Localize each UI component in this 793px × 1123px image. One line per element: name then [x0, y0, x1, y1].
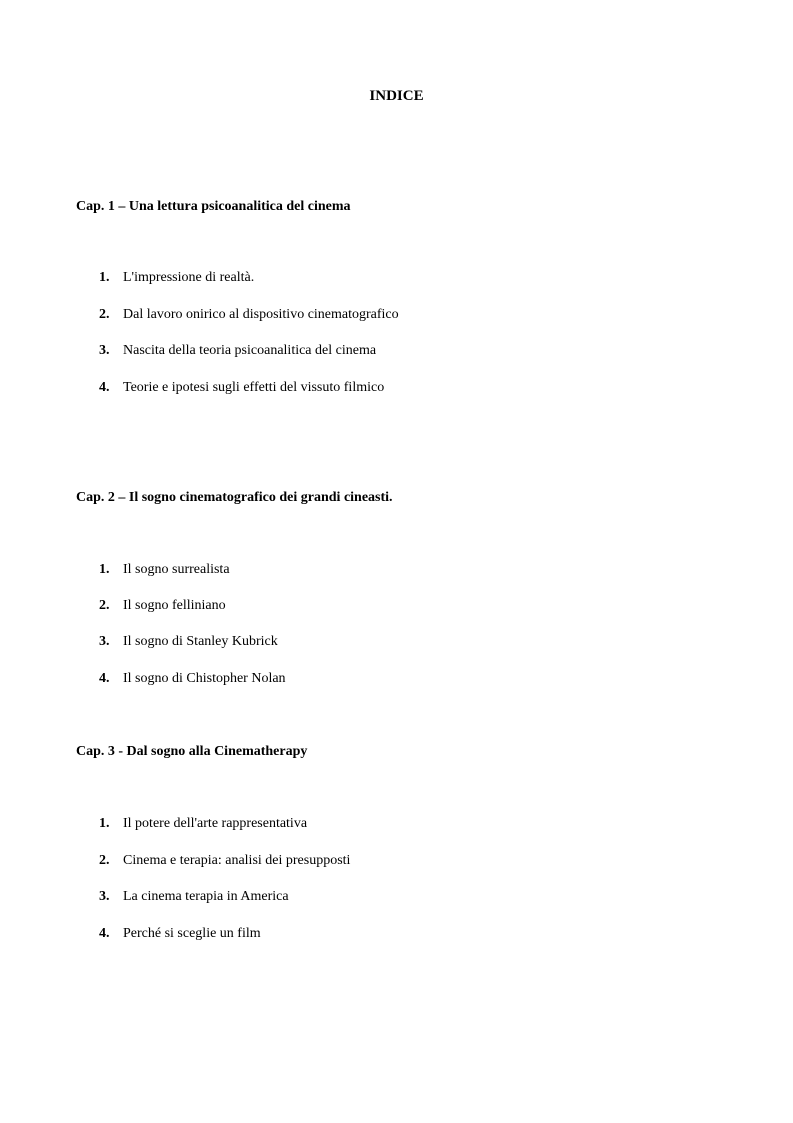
- list-item: [99, 669, 286, 689]
- item-number: 3.: [99, 889, 110, 904]
- item-number: 2.: [99, 598, 110, 613]
- item-number: 4.: [99, 671, 110, 686]
- item-text: Il sogno di Stanley Kubrick: [123, 634, 278, 649]
- item-number: 1.: [99, 562, 110, 577]
- item-text: Nascita della teoria psicoanalitica del cinema: [123, 343, 377, 358]
- item-text: Teorie e ipotesi sugli effetti del vissuto filmico: [123, 380, 385, 395]
- item-text: Perché si sceglie un film: [123, 926, 261, 941]
- item-text: Il sogno di Chistopher Nolan: [123, 671, 286, 686]
- item-text: Dal lavoro onirico al dispositivo cinematografico: [123, 307, 399, 322]
- list-item: [99, 632, 278, 652]
- list-item: [99, 924, 261, 944]
- item-text: Cinema e terapia: analisi dei presupposti: [123, 853, 351, 868]
- list-item: [99, 596, 226, 616]
- list-item: [99, 268, 254, 288]
- item-number: 2.: [99, 307, 110, 322]
- item-number: 1.: [99, 816, 110, 831]
- item-text: Il potere dell'arte rappresentativa: [123, 816, 308, 831]
- item-number: 1.: [99, 270, 110, 285]
- item-text: Il sogno surrealista: [123, 562, 230, 577]
- item-text: Il sogno felliniano: [123, 598, 226, 613]
- list-item: [99, 887, 289, 907]
- item-number: 3.: [99, 634, 110, 649]
- chapter-1-heading: Cap. 1 – Una lettura psicoanalitica del cinema: [76, 199, 351, 214]
- item-text: La cinema terapia in America: [123, 889, 289, 904]
- item-number: 2.: [99, 853, 110, 868]
- chapter-2-heading: Cap. 2 – Il sogno cinematografico dei grandi cineasti.: [76, 490, 393, 505]
- list-item: [99, 378, 384, 398]
- list-item: [99, 305, 399, 325]
- list-item: [99, 851, 350, 871]
- item-number: 3.: [99, 343, 110, 358]
- list-item: [99, 560, 230, 580]
- item-number: 4.: [99, 926, 110, 941]
- page-title: INDICE: [369, 88, 424, 104]
- chapter-3-heading: Cap. 3 - Dal sogno alla Cinematherapy: [76, 744, 308, 759]
- item-text: L'impressione di realtà.: [123, 270, 255, 285]
- list-item: [99, 341, 376, 361]
- item-number: 4.: [99, 380, 110, 395]
- list-item: [99, 814, 307, 834]
